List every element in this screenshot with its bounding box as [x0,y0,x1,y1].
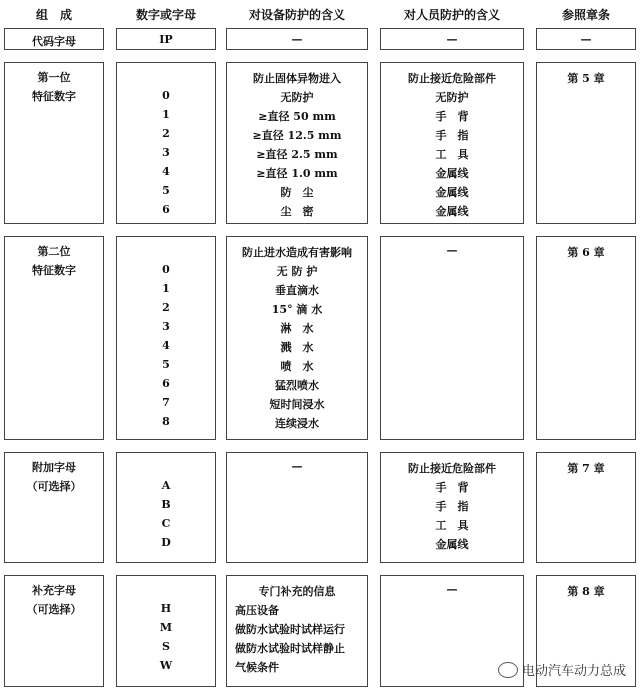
cell-second-numeral-equipment [226,236,368,440]
cell-ip [116,28,216,50]
digit: 3 [162,146,170,159]
meaning: 手 背 [435,110,469,123]
chapter-ref: 第 6 章 [567,246,605,259]
meaning: 短时间浸水 [269,398,325,411]
meaning: 连续浸水 [275,417,319,430]
meaning: 手 指 [435,500,469,513]
digit: 6 [162,203,170,216]
cell-row0-personnel [380,28,524,50]
digit: 3 [162,320,170,333]
meaning: 工 具 [435,519,469,532]
dash: — [291,33,303,46]
cell-row0-reference [536,28,636,50]
meaning: 防止接近危险部件 [408,72,496,85]
cell-second-numeral [4,236,104,440]
letter: M [159,621,173,634]
meaning: 做防水试验时试样静止 [235,642,345,655]
group-label: 第一位 [37,71,71,84]
letter: D [161,536,171,549]
header-digit-letter: 数字或字母 [135,8,196,22]
cell-supplementary-letters [4,575,104,687]
digit: 2 [162,301,170,314]
letter: H [160,602,172,615]
digit: 8 [162,415,170,428]
digit: 1 [162,108,170,121]
meaning: 溅 水 [280,341,314,354]
cell-first-numeral-equipment [226,62,368,224]
dash: — [580,33,592,46]
header-composition: 组 成 [35,8,72,22]
meaning: 防 尘 [280,186,314,199]
cell-additional-letters [4,452,104,563]
cell-code-letters [4,28,104,50]
group-label: 特征数字 [32,264,76,277]
cell-first-numeral-reference [536,62,636,224]
digit: 2 [162,127,170,140]
meaning: 气候条件 [235,661,279,674]
digit: 7 [162,396,170,409]
digit: 5 [162,184,170,197]
letter: A [161,479,171,492]
digit: 6 [162,377,170,390]
dash: — [446,583,458,596]
meaning: 金属线 [435,186,469,199]
meaning: 手 指 [435,129,469,142]
meaning: 15° 滴 水 [271,303,323,316]
cell-additional-letters-equipment [226,452,368,563]
letter: C [161,517,171,530]
meaning: 尘 密 [280,205,314,218]
meaning: 金属线 [435,205,469,218]
cell-first-numeral [4,62,104,224]
cell-first-numeral-digits [116,62,216,224]
meaning: 无 防 护 [276,265,318,278]
letter: B [161,498,171,511]
cell-second-numeral-digits [116,236,216,440]
cell-additional-letters-reference [536,452,636,563]
meaning: 金属线 [435,167,469,180]
dash: — [446,33,458,46]
code-letters-label: 代码字母 [32,35,76,48]
meaning: ≥直径 2.5 mm [256,148,338,161]
watermark-text: 电动汽车动力总成 [521,664,626,679]
cell-additional-letters-personnel [380,452,524,563]
digit: 0 [162,263,170,276]
ip-value: IP [159,33,173,46]
chapter-ref: 第 8 章 [567,585,605,598]
dash: — [446,244,458,257]
wechat-icon [498,662,518,678]
letter: S [162,640,170,653]
meaning: ≥直径 50 mm [258,110,336,123]
group-label: 补充字母 [32,584,76,597]
meaning: 工 具 [435,148,469,161]
letter: W [159,659,173,672]
cell-supplementary-letters-equipment [226,575,368,687]
group-label: 第二位 [37,245,71,258]
meaning: 专门补充的信息 [258,585,336,598]
watermark [498,660,626,679]
cell-second-numeral-reference [536,236,636,440]
header-personnel-protection: 对人员防护的含义 [403,8,500,22]
digit: 0 [162,89,170,102]
digit: 4 [162,165,170,178]
meaning: 喷 水 [280,360,314,373]
meaning: 防止进水造成有害影响 [242,246,352,259]
chapter-ref: 第 7 章 [567,462,605,475]
group-label: 附加字母 [32,461,76,474]
cell-supplementary-letters-values [116,575,216,687]
cell-row0-equipment [226,28,368,50]
meaning: 垂直滴水 [275,284,319,297]
meaning: 金属线 [435,538,469,551]
meaning: ≥直径 12.5 mm [252,129,342,142]
meaning: 淋 水 [280,322,314,335]
dash: — [291,460,303,473]
digit: 5 [162,358,170,371]
cell-additional-letters-values [116,452,216,563]
chapter-ref: 第 5 章 [567,72,605,85]
group-label: 特征数字 [32,90,76,103]
group-label: （可选择） [26,603,82,616]
digit: 4 [162,339,170,352]
meaning: 无防护 [435,91,469,104]
cell-first-numeral-personnel [380,62,524,224]
meaning: 防止接近危险部件 [408,462,496,475]
digit: 1 [162,282,170,295]
meaning: 防止固体异物进入 [253,72,341,85]
meaning: 手 背 [435,481,469,494]
meaning: 无防护 [280,91,314,104]
header-equipment-protection: 对设备防护的含义 [248,8,345,22]
meaning: 做防水试验时试样运行 [235,623,345,636]
group-label: （可选择） [26,480,82,493]
meaning: 猛烈喷水 [275,379,319,392]
cell-second-numeral-personnel [380,236,524,440]
meaning: ≥直径 1.0 mm [256,167,338,180]
header-reference: 参照章条 [561,8,610,22]
meaning: 高压设备 [235,604,279,617]
